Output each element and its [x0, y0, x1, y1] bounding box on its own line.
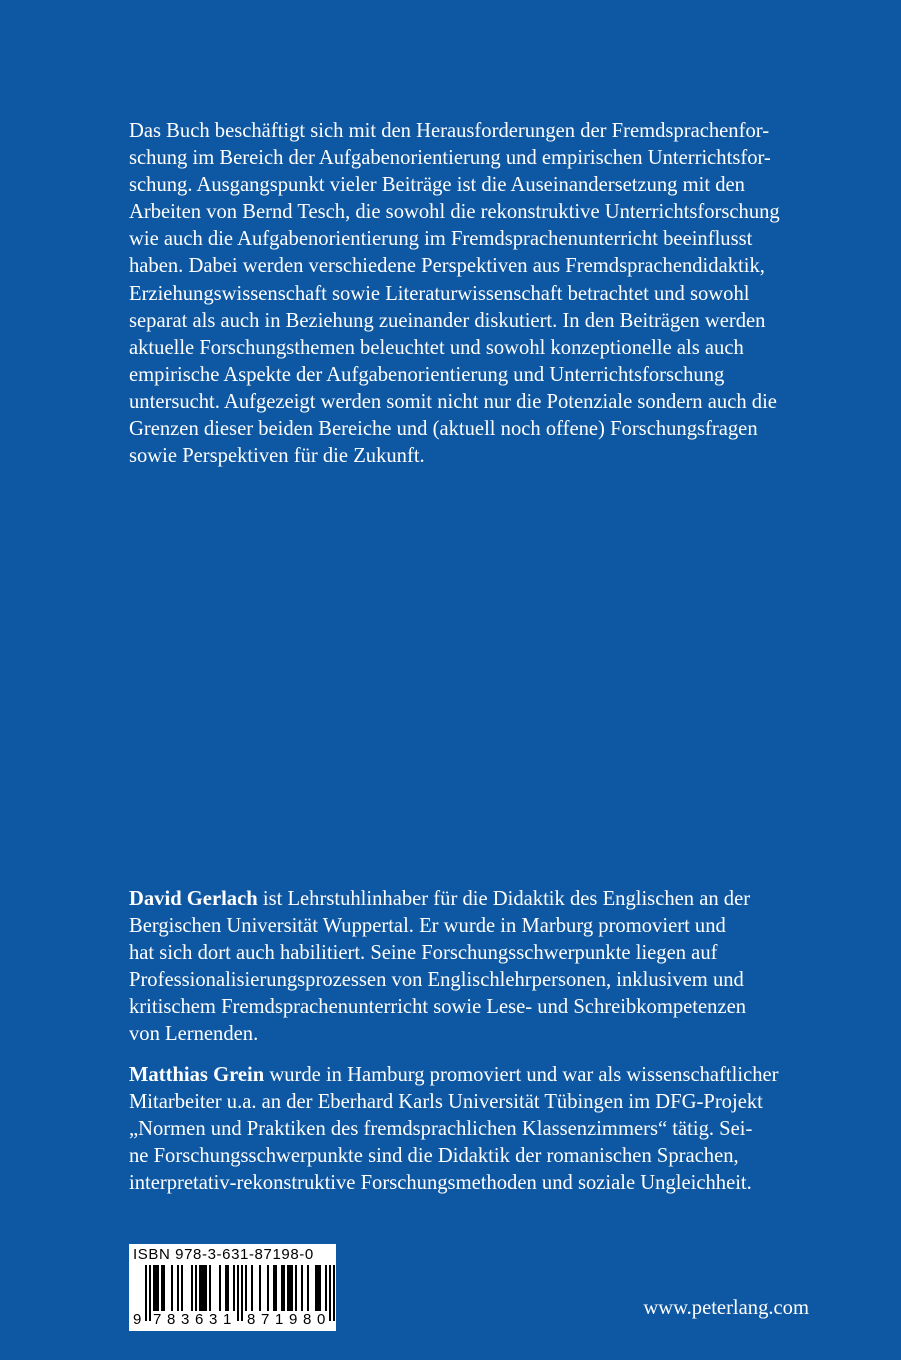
barcode-bar	[325, 1265, 327, 1311]
barcode-bar	[317, 1265, 319, 1311]
bio-line: ist Lehrstuhlinhaber für die Didaktik des Englischen an der	[257, 888, 751, 910]
description-line: haben. Dabei werden verschiedene Perspektiven aus Fremdsprachendidaktik,	[129, 255, 765, 278]
bio-line: „Normen und Praktiken des fremdsprachlichen Klassenzimmers“ tätig. Sei-	[129, 1118, 753, 1141]
barcode-bar	[259, 1265, 261, 1311]
barcode-bar	[287, 1265, 289, 1311]
barcode-digit: 3	[181, 1311, 190, 1328]
bio-line: Mitarbeiter u.a. an der Eberhard Karls Universität Tübingen im DFG-Projekt	[129, 1091, 763, 1114]
barcode-digit: 7	[261, 1311, 270, 1328]
bio-line: Professionalisierungsprozessen von Englischlehrpersonen, inklusivem und	[129, 969, 744, 992]
barcode-digits	[129, 1311, 336, 1329]
barcode-bar	[315, 1265, 317, 1311]
barcode-bar	[245, 1265, 247, 1311]
description-line: Das Buch beschäftigt sich mit den Herausforderungen der Fremdsprachenfor-	[129, 120, 770, 142]
description-line: aktuelle Forschungsthemen beleuchtet und sowohl konzeptionelle als auch	[129, 336, 744, 359]
barcode-bar	[191, 1265, 193, 1311]
book-description	[129, 118, 809, 470]
bio-line: kritischem Fremdsprachenunterricht sowie Lese- und Schreibkompetenzen	[129, 996, 747, 1019]
description-line: Erziehungswissenschaft sowie Literaturwissenschaft betrachtet und sowohl	[129, 282, 750, 305]
description-line: schung. Ausgangspunkt vieler Beiträge ist die Auseinandersetzung mit den	[129, 174, 745, 197]
barcode-bar	[177, 1265, 179, 1311]
bio-line: ne Forschungsschwerpunkte sind die Didaktik der romanischen Sprachen,	[129, 1145, 739, 1168]
barcode-bar	[209, 1265, 211, 1311]
author-name: Matthias Grein	[129, 1064, 265, 1086]
barcode-bar	[283, 1265, 285, 1311]
author-bio-gerlach	[129, 886, 809, 1049]
description-line: sowie Perspektiven für die Zukunft.	[129, 445, 425, 468]
barcode-bar	[273, 1265, 275, 1311]
description-line: separat als auch in Beziehung zueinander diskutiert. In den Beiträgen werden	[129, 309, 766, 332]
barcode-bar	[295, 1265, 297, 1311]
barcode-bar	[163, 1265, 165, 1311]
barcode-bar	[157, 1265, 159, 1311]
barcode-bar	[199, 1265, 201, 1311]
barcode-bar	[225, 1265, 227, 1311]
description-line: untersucht. Aufgezeigt werden somit nicht nur die Potenziale sondern auch die	[129, 390, 777, 413]
barcode-bar	[319, 1265, 321, 1311]
barcode-bar	[233, 1265, 235, 1311]
barcode-bar	[201, 1265, 203, 1311]
barcode-bar	[181, 1265, 183, 1311]
bio-line: hat sich dort auch habilitiert. Seine Forschungsschwerpunkte liegen auf	[129, 942, 718, 965]
bio-line: Bergischen Universität Wuppertal. Er wurde in Marburg promoviert und	[129, 915, 726, 938]
barcode-bar	[307, 1265, 309, 1311]
barcode-digit: 3	[209, 1311, 218, 1328]
barcode-bar	[171, 1265, 173, 1311]
barcode-bar	[301, 1265, 303, 1311]
barcode-digit: 9	[133, 1311, 142, 1328]
description-line: Arbeiten von Bernd Tesch, die sowohl die rekonstruktive Unterrichtsforschung	[129, 201, 780, 224]
barcode-bar	[161, 1265, 163, 1311]
isbn-label: ISBN 978-3-631-87198-0	[133, 1246, 314, 1263]
author-bio-grein	[129, 1062, 809, 1197]
barcode-bar	[289, 1265, 291, 1311]
bio-line: interpretativ-rekonstruktive Forschungsmethoden und soziale Ungleichheit.	[129, 1172, 752, 1195]
description-line: wie auch die Aufgabenorientierung im Fremdsprachenunterricht beeinflusst	[129, 228, 753, 251]
barcode-bar	[153, 1265, 155, 1311]
barcode-digit: 8	[247, 1311, 256, 1328]
description-line: schung im Bereich der Aufgabenorientierung und empirischen Unterrichtsfor-	[129, 147, 771, 170]
barcode-digit: 0	[317, 1311, 326, 1328]
barcode-bar	[195, 1265, 197, 1311]
barcode-bar	[205, 1265, 207, 1311]
barcode-bar	[219, 1265, 221, 1311]
barcode-digit: 7	[153, 1311, 162, 1328]
bio-line: wurde in Hamburg promoviert und war als wissenschaftlicher	[264, 1064, 779, 1086]
barcode-bar	[267, 1265, 269, 1311]
isbn-barcode	[129, 1244, 336, 1331]
barcode-digit: 8	[303, 1311, 312, 1328]
barcode-bar	[291, 1265, 293, 1311]
author-name: David Gerlach	[129, 888, 258, 910]
barcode-bar	[155, 1265, 157, 1311]
barcode-digit: 6	[195, 1311, 204, 1328]
barcode-digit: 1	[223, 1311, 232, 1328]
bio-line: von Lernenden.	[129, 1023, 259, 1046]
description-line: Grenzen dieser beiden Bereiche und (aktuell noch offene) Forschungsfragen	[129, 418, 758, 441]
barcode-digit: 8	[167, 1311, 176, 1328]
description-line: empirische Aspekte der Aufgabenorientierung und Unterrichtsforschung	[129, 363, 725, 386]
barcode-bar	[251, 1265, 253, 1311]
barcode-bar	[281, 1265, 283, 1311]
barcode-bar	[203, 1265, 205, 1311]
barcode-digit: 1	[275, 1311, 284, 1328]
barcode-bar	[275, 1265, 277, 1311]
barcode-bar	[227, 1265, 229, 1311]
barcode-digit: 9	[289, 1311, 298, 1328]
publisher-url: www.peterlang.com	[643, 1297, 809, 1319]
